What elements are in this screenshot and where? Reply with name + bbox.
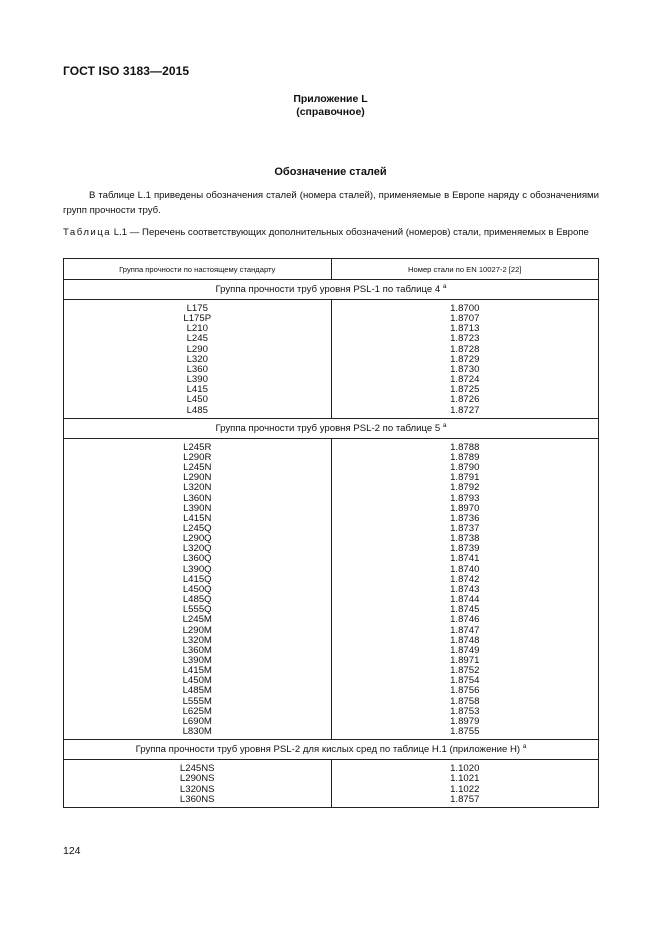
grade-cell: L360M xyxy=(182,644,212,656)
steel-number-cell: 1.8745 xyxy=(450,604,480,616)
table-caption xyxy=(63,226,599,240)
steel-number-cell: 1.8707 xyxy=(450,313,480,325)
steel-number-cell: 1.8791 xyxy=(450,472,480,484)
steel-number-cell: 1.8739 xyxy=(450,543,480,555)
grade-cell: L485 xyxy=(186,404,208,416)
steel-number-cell: 1.8752 xyxy=(450,665,480,677)
steel-number-cell: 1.8728 xyxy=(450,343,480,355)
column-header-grade: Группа прочности по настоящему стандарту xyxy=(64,259,332,280)
steel-number-cell: 1.8756 xyxy=(450,685,480,697)
steel-number-cell: 1.8725 xyxy=(450,384,480,396)
data-row xyxy=(64,300,599,419)
grade-cell: L390M xyxy=(182,655,212,666)
section-row xyxy=(64,280,599,300)
steel-number-cell: 1.8758 xyxy=(450,695,480,707)
appendix-title: Приложение L xyxy=(293,93,368,105)
grade-cell: L415N xyxy=(183,512,212,524)
grade-cell: L290N xyxy=(183,472,212,484)
steel-number-cell: 1.8737 xyxy=(450,522,480,534)
grade-cell: L245NS xyxy=(179,763,215,775)
section-title xyxy=(64,418,599,438)
section-title: Обозначение сталей xyxy=(274,166,387,178)
grade-cell: L245R xyxy=(183,441,212,453)
grade-cell: L320 xyxy=(186,353,208,365)
section-title xyxy=(64,740,599,760)
steel-number-cell: 1.8793 xyxy=(450,492,480,504)
grade-cell: L360NS xyxy=(179,793,215,805)
steel-number-cell: 1.8788 xyxy=(450,441,480,453)
footnote-marker: a xyxy=(442,283,447,290)
grade-cell: L390N xyxy=(183,502,212,514)
table-body xyxy=(64,280,599,808)
grade-cell: L290Q xyxy=(182,533,212,545)
grade-cell: L555Q xyxy=(182,604,212,616)
grade-cell: L245 xyxy=(186,333,208,345)
page-number: 124 xyxy=(63,845,81,857)
steel-number-cell: 1.8738 xyxy=(450,533,480,545)
steel-number-cell: 1.8742 xyxy=(450,573,480,585)
steel-number-cell: 1.8789 xyxy=(450,451,480,463)
grade-cell: L390Q xyxy=(182,563,212,575)
grade-cell: L485M xyxy=(182,685,212,697)
grade-cell: L175 xyxy=(186,303,208,314)
grade-cell: L450 xyxy=(186,394,208,406)
footnote-marker: a xyxy=(442,421,447,429)
grade-cell: L450Q xyxy=(182,583,212,595)
grade-cell: L625M xyxy=(182,705,212,717)
steel-number-cell: 1.8723 xyxy=(450,333,480,345)
steel-number-cell: 1.8744 xyxy=(450,594,480,606)
grade-cell: L415M xyxy=(182,665,212,677)
grade-cell: L320M xyxy=(182,634,212,646)
grade-cell: L320Q xyxy=(182,543,212,555)
steel-number-cell: 1.8749 xyxy=(450,644,480,656)
steel-number-cell: 1.8736 xyxy=(450,512,480,524)
table-caption-prefix: Таблица xyxy=(63,227,112,238)
data-row xyxy=(64,760,599,808)
steel-number-cell: 1.1022 xyxy=(450,783,480,795)
grade-cell: L360Q xyxy=(182,553,212,565)
grade-cell: L690M xyxy=(182,715,212,727)
data-row xyxy=(64,438,599,740)
grade-cell: L555M xyxy=(182,695,212,707)
steel-number-cell: 1.8979 xyxy=(450,715,480,727)
grade-cell: L290R xyxy=(183,451,212,463)
steel-number-cell: 1.8726 xyxy=(450,394,480,406)
document-header: ГОСТ ISO 3183—2015 xyxy=(63,64,190,78)
grade-cell: L320NS xyxy=(179,783,215,795)
grade-list xyxy=(64,438,332,740)
steel-number-cell: 1.8724 xyxy=(450,374,480,386)
steel-number-cell: 1.8729 xyxy=(450,353,480,365)
appendix-subtitle: (справочное) xyxy=(296,106,365,118)
grade-cell: L210 xyxy=(186,323,208,335)
grade-cell: L830M xyxy=(182,726,212,738)
column-header-steel-number: Номер стали по EN 10027-2 [22] xyxy=(331,259,599,280)
steel-number-cell: 1.8740 xyxy=(450,563,480,575)
grade-cell: L290NS xyxy=(179,773,215,785)
grade-cell: L450M xyxy=(182,675,212,687)
steel-number-cell: 1.8971 xyxy=(450,655,480,666)
section-title-text: Группа прочности труб уровня PSL-2 по таблице 5 xyxy=(215,422,441,434)
grade-cell: L415Q xyxy=(182,573,212,585)
steel-number-cell: 1.8730 xyxy=(450,363,480,375)
steel-number-cell: 1.8755 xyxy=(450,726,480,738)
section-title-text: Группа прочности труб уровня PSL-1 по таблице 4 xyxy=(215,284,441,295)
steel-number-list xyxy=(331,760,599,808)
grade-list xyxy=(64,760,332,808)
section-title-text: Группа прочности труб уровня PSL-2 для кислых сред по таблице H.1 (приложение H) xyxy=(135,744,521,756)
steel-number-cell: 1.8757 xyxy=(450,793,480,805)
steel-number-list xyxy=(331,438,599,740)
grade-cell: L415 xyxy=(186,384,208,396)
footnote-marker: a xyxy=(522,743,527,751)
steel-number-cell: 1.8713 xyxy=(450,323,480,335)
steel-number-cell: 1.8748 xyxy=(450,634,480,646)
grade-cell: L485Q xyxy=(182,594,212,606)
steel-number-cell: 1.8746 xyxy=(450,614,480,626)
appendix-heading xyxy=(0,93,661,119)
steel-number-cell: 1.8792 xyxy=(450,482,480,494)
steel-number-cell: 1.8747 xyxy=(450,624,480,636)
steel-number-cell: 1.8727 xyxy=(450,404,480,416)
section-title xyxy=(64,280,599,300)
grade-cell: L360N xyxy=(183,492,212,504)
section-row xyxy=(64,740,599,760)
grade-cell: L245N xyxy=(183,462,212,474)
grade-cell: L290M xyxy=(182,624,212,636)
grade-cell: L390 xyxy=(186,374,208,386)
table-header-row xyxy=(64,259,599,280)
steel-number-cell: 1.8753 xyxy=(450,705,480,717)
grade-cell: L175P xyxy=(183,313,212,325)
section-row xyxy=(64,418,599,438)
steel-number-cell: 1.8741 xyxy=(450,553,480,565)
table-caption-text: L.1 — Перечень соответствующих дополнительных обозначений (номеров) стали, применяемых в Европе xyxy=(113,227,589,238)
steel-number-cell: 1.1021 xyxy=(450,773,480,785)
grade-cell: L290 xyxy=(186,343,208,355)
grade-list xyxy=(64,300,332,419)
steel-number-cell: 1.1020 xyxy=(450,763,480,775)
grade-cell: L245Q xyxy=(182,522,212,534)
grade-cell: L320N xyxy=(183,482,212,494)
intro-paragraph: В таблице L.1 приведены обозначения сталей (номера сталей), применяемые в Европе наряду с обозначениями групп прочности труб. xyxy=(63,190,599,216)
steel-number-list xyxy=(331,300,599,419)
steel-number-cell: 1.8790 xyxy=(450,462,480,474)
grade-cell: L245M xyxy=(182,614,212,626)
steel-number-cell: 1.8754 xyxy=(450,675,480,687)
grade-cell: L360 xyxy=(186,363,208,375)
steel-number-cell: 1.8970 xyxy=(450,502,480,514)
steel-number-cell: 1.8700 xyxy=(450,303,480,314)
steel-designation-table xyxy=(63,258,599,808)
steel-number-cell: 1.8743 xyxy=(450,583,480,595)
